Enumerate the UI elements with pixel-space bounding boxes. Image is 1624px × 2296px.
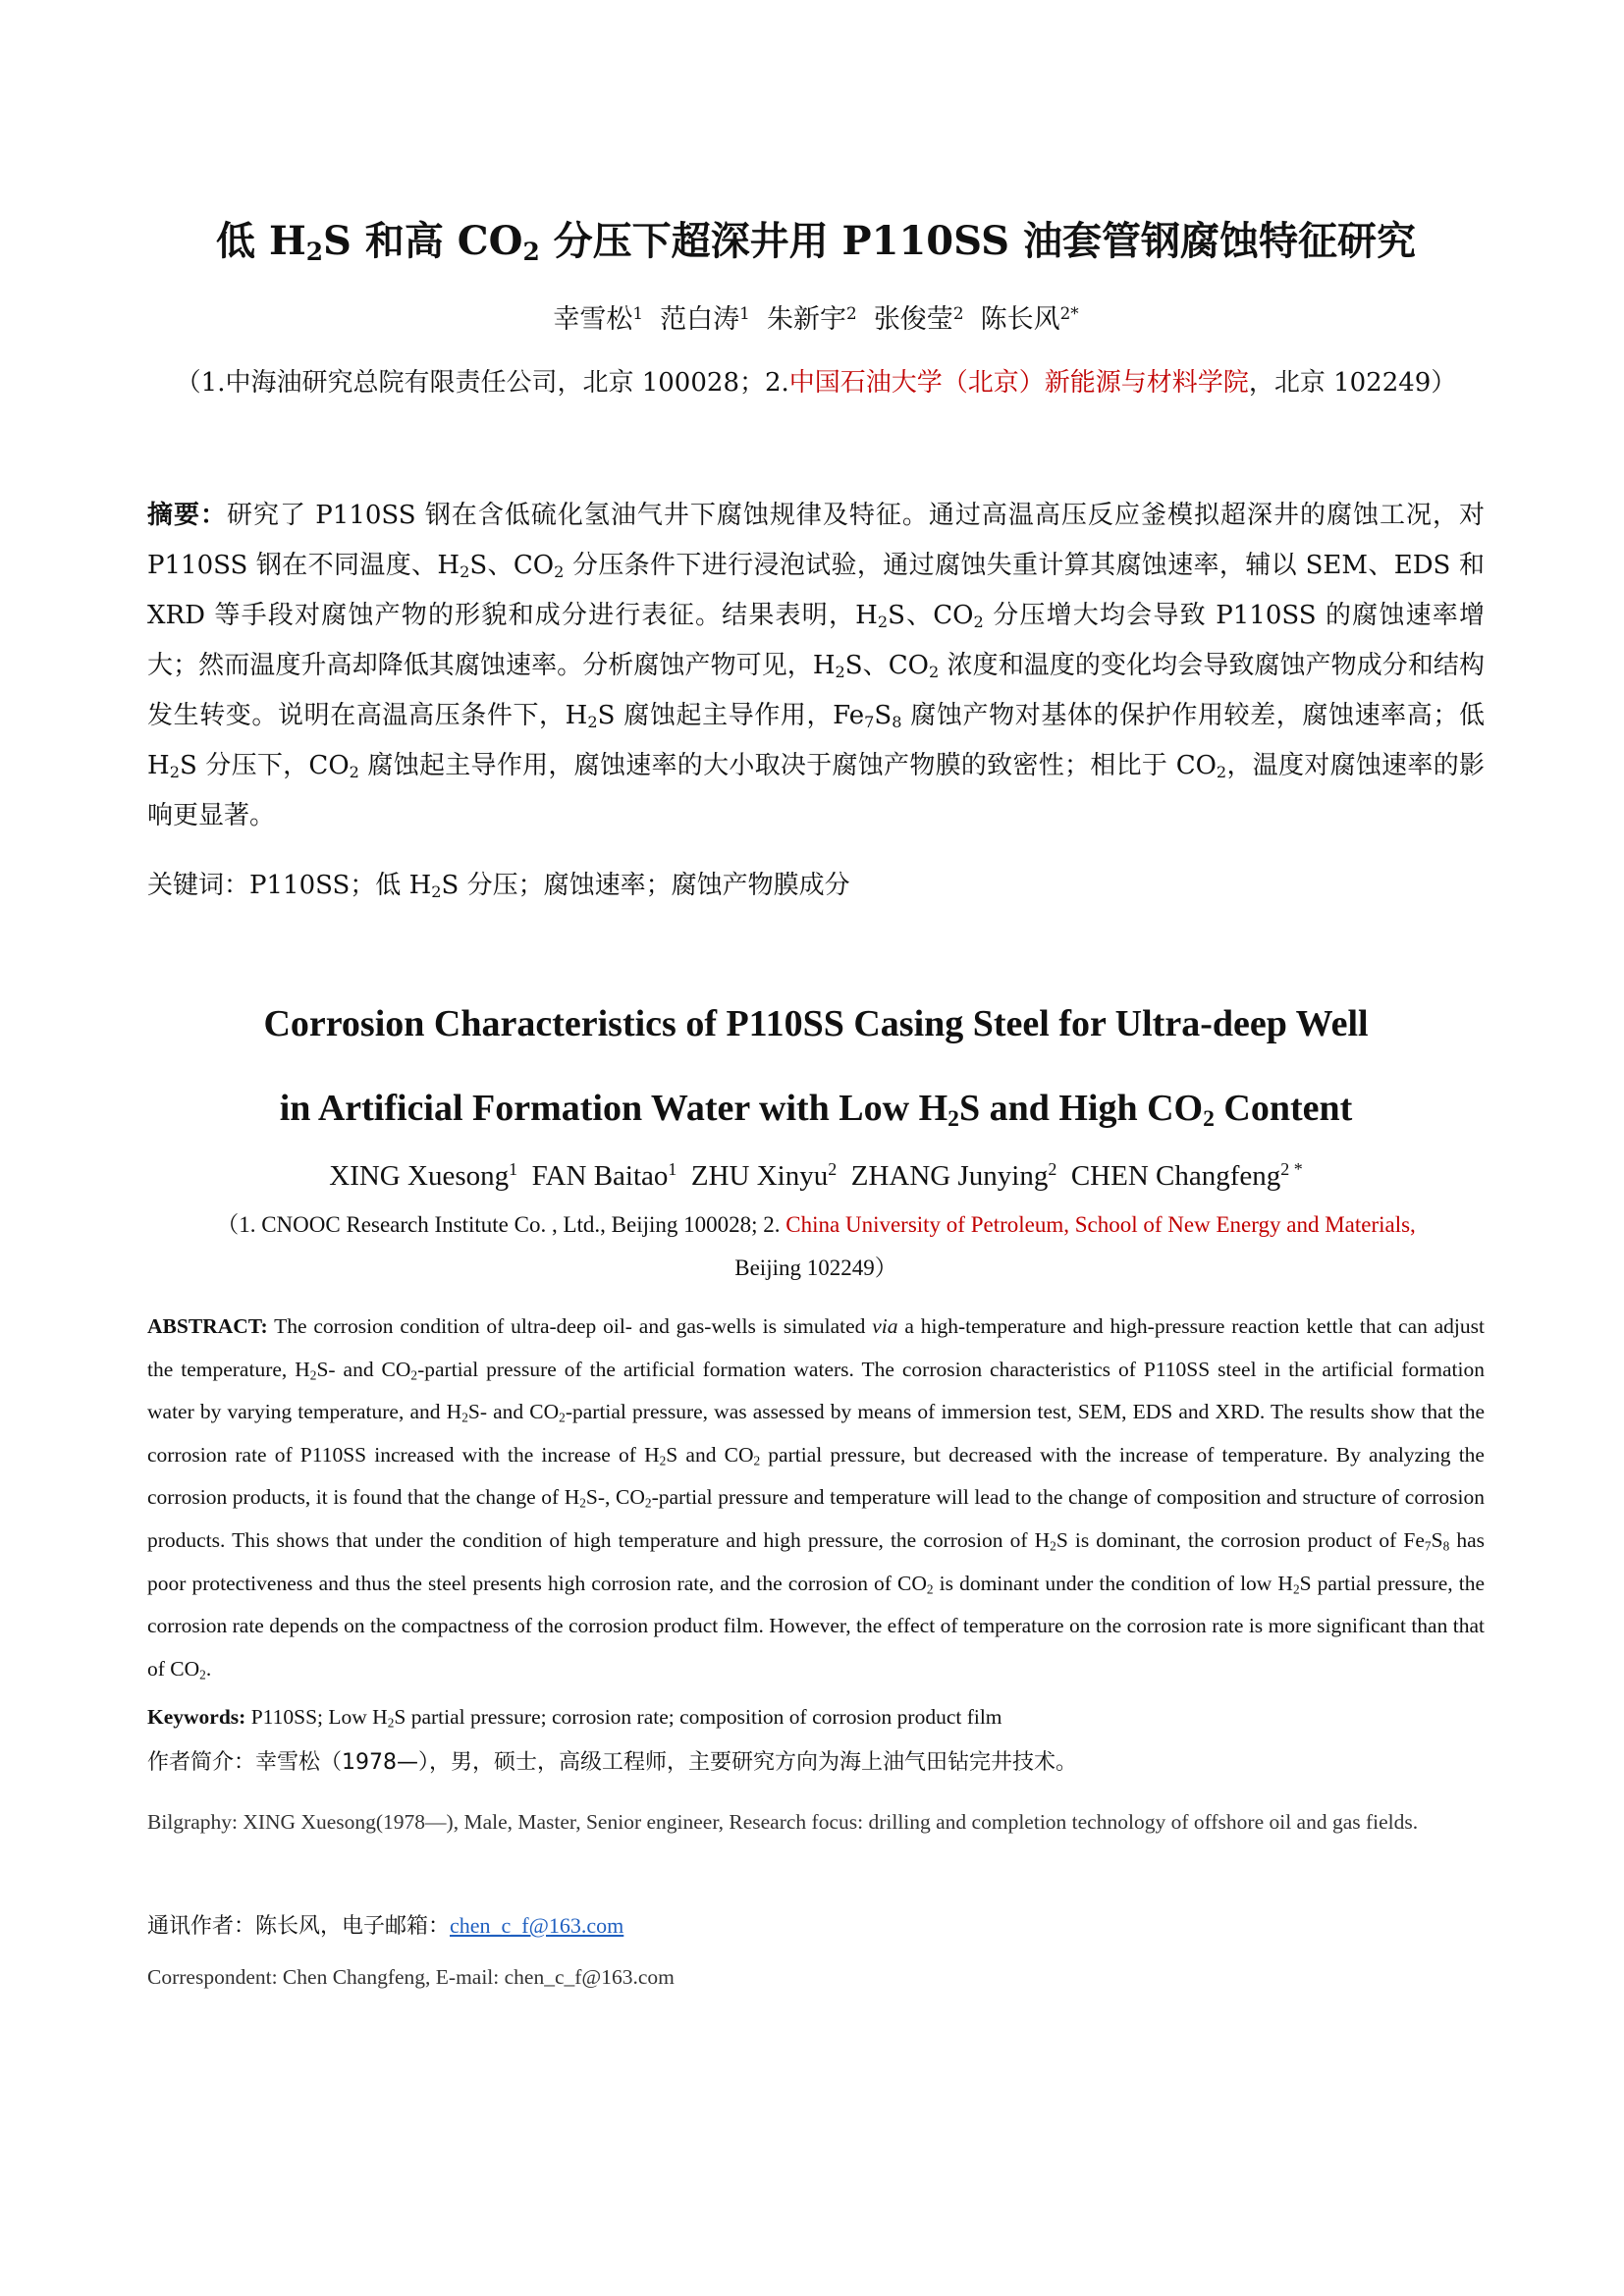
en-title xyxy=(147,982,1485,1150)
cn-author: 张俊莹$^2$ xyxy=(873,302,964,335)
en-abstract: ABSTRACT: The corrosion condition of ultra-deep oil- and gas-wells is simulated via a high-temperature and high-pressure reaction kettle that can adjust the temperature, $H_2S-$ and $CO_2$-partial pressure of the artificial formation waters. The corrosion characteristics of P110SS steel in the artificial formation water by varying temperature, and $H_2S-$ and $CO_2$-partial pressure, was assessed by means of immersion test, SEM, EDS and XRD. The results show that the corrosion rate of P110SS increased with the increase of $H_2S$ and $CO_2$ partial pressure, but decreased with the increase of temperature. By analyzing the corrosion products, it is found that the change of $H_2S-$, $CO_2$-partial pressure and temperature will lead to the change of composition and structure of corrosion products. This shows that under the condition of high temperature and high pressure, the corrosion of $H_2S$ is dominant, the corrosion product of $Fe_7S_8$ has poor protectiveness and thus the steel presents high corrosion rate, and the corrosion of $CO_2$ is dominant under the condition of low $H_2S$ partial pressure, the corrosion rate depends on the compactness of the corrosion product film. However, the effect of temperature on the corrosion rate is more significant than that of $CO_2$. xyxy=(147,1314,1486,1682)
cn-authors xyxy=(147,300,1485,340)
en-affiliation-university: China University of Petroleum, School of New Energy and Materials, xyxy=(785,1212,1416,1237)
cn-affiliation-university: 中国石油大学（北京）新能源与材料学院 xyxy=(788,368,1249,398)
cn-keywords: 关键词：P110SS；低 $H_2S$ 分压；腐蚀速率；腐蚀产物膜成分 xyxy=(147,871,850,902)
en-author: ZHU Xinyu$^2$ xyxy=(690,1159,838,1192)
en-author: ZHANG Junying$^2$ xyxy=(850,1159,1057,1192)
email-link[interactable]: chen_c_f@163.com xyxy=(450,1913,624,1938)
cn-correspondent: 通讯作者：陈长风，电子邮箱：chen_c_f@163.com xyxy=(147,1913,624,1939)
cn-author: 朱新宇$^2$ xyxy=(766,302,857,335)
en-title-line-2: in Artificial Formation Water with Low $H_2S$ and High $CO_2$ Content xyxy=(279,1088,1353,1132)
en-author-bio: Bilgraphy: XING Xuesong(1978—), Male, Master, Senior engineer, Research focus: drilling and completion technology of offshore oil and gas fields. xyxy=(147,1810,1419,1834)
en-authors xyxy=(147,1156,1485,1196)
cn-abstract-label: 摘要： xyxy=(147,501,228,530)
cn-abstract: 摘要：研究了 P110SS 钢在含低硫化氢油气井下腐蚀规律及特征。通过高温高压反应釜模拟超深井的腐蚀工况，对 P110SS 钢在不同温度、$H_2S$、$CO_2$ 分压条件下进行浸泡试验，通过腐蚀失重计算其腐蚀速率，辅以 SEM、EDS 和 XRD 等手段对腐蚀产物的形貌和成分进行表征。结果表明，$H_2S$、$CO_2$ 分压增大均会导致 P110SS 的腐蚀速率增大；然而温度升高却降低其腐蚀速率。分析腐蚀产物可见，$H_2S$、$CO_2$ 浓度和温度的变化均会导致腐蚀产物成分和结构发生转变。说明在高温高压条件下，$H_2S$ 腐蚀起主导作用，$Fe_7S_8$ 腐蚀产物对基体的保护作用较差，腐蚀速率高；低 $H_2S$ 分压下，$CO_2$ 腐蚀起主导作用，腐蚀速率的大小取决于腐蚀产物膜的致密性；相比于 $CO_2$，温度对腐蚀速率的影响更显著。 xyxy=(147,501,1485,830)
cn-author: 范白涛$^1$ xyxy=(660,302,750,335)
cn-author: 陈长风$^{2*}$ xyxy=(980,302,1079,335)
cn-author: 幸雪松$^1$ xyxy=(553,302,643,335)
en-abstract-label: ABSTRACT: xyxy=(147,1314,268,1338)
en-correspondent: Correspondent: Chen Changfeng, E-mail: chen_c_f@163.com xyxy=(147,1965,675,1989)
en-title-line-1: Corrosion Characteristics of P110SS Casing Steel for Ultra-deep Well xyxy=(263,1003,1369,1044)
en-author: XING Xuesong$^1$ xyxy=(329,1159,518,1192)
cn-title: 低 $H_2S$ 和高 $CO_2$ 分压下超深井用 P110SS 油套管钢腐蚀特征研究 xyxy=(216,218,1416,267)
cn-author-bio: 作者简介：幸雪松（1978—），男，硕士，高级工程师，主要研究方向为海上油气田钻完井技术。 xyxy=(147,1750,1077,1775)
en-affiliation: （1. CNOOC Research Institute Co. , Ltd., Beijing 100028; 2. China University of Petroleum, School of New Energy and Materials, Beijing 102249） xyxy=(216,1212,1416,1280)
en-keywords: Keywords: P110SS; Low $H_2S$ partial pressure; corrosion rate; composition of corrosion product film xyxy=(147,1705,1002,1731)
cn-affiliation: （1.中海油研究总院有限责任公司，北京 100028；2.中国石油大学（北京）新能源与材料学院，北京 102249） xyxy=(175,368,1457,398)
en-author: FAN Baitao$^1$ xyxy=(531,1159,677,1192)
en-author: CHEN Changfeng$^{2 *}$ xyxy=(1070,1159,1303,1192)
